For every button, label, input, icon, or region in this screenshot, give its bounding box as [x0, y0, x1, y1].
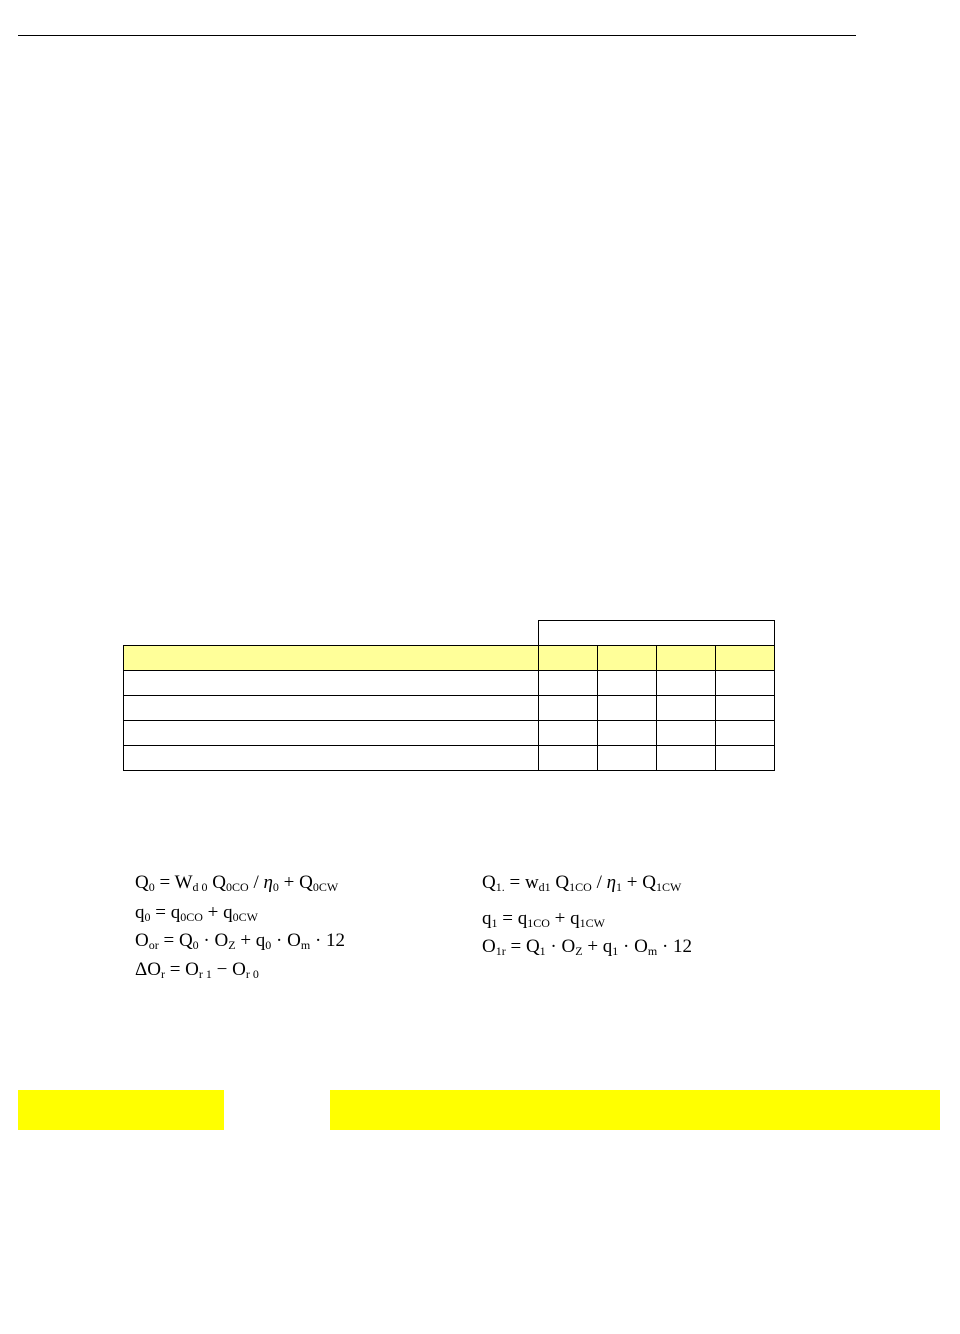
formula-delta-or: $\Delta O_r = O_{r 1} - O_{r 0}$: [135, 959, 259, 981]
work-row: [124, 721, 775, 746]
formula-q1-small: $q_1 = q_{1CO} + q_{1CW}$: [482, 908, 605, 930]
variants-table: [123, 620, 775, 771]
work-row: [124, 696, 775, 721]
scope-label: [124, 646, 539, 671]
highlight-row-variant-1: [18, 1090, 224, 1130]
formula-oor: $O_{or} = Q_0 \cdot O_Z + q_0 \cdot O_m \cdot 12$: [135, 930, 346, 952]
highlight-row-variant-1-right: [330, 1090, 940, 1130]
scope-row: [124, 646, 775, 671]
variant-number: [598, 646, 657, 671]
page-header: [18, 2, 30, 21]
formula-q0: $Q_0 = W_{d 0}$ $Q_{0CO} / \eta_0 + Q_{0CW}$: [135, 872, 339, 894]
formula-q1: $Q_{1.} = w_{d1}$ $Q_{1CO} / \eta_1 + Q_{1CW}$: [482, 872, 682, 894]
variant-number: [716, 646, 775, 671]
variant-header: [539, 621, 775, 646]
variant-number: [539, 646, 598, 671]
formula-q0-small: $q_0 = q_{0CO} + q_{0CW}$: [135, 902, 258, 924]
header-rule: [18, 35, 856, 36]
work-row: [124, 746, 775, 771]
formula-o1r: $O_{1r} = Q_1 \cdot O_Z + q_1 \cdot O_m \cdot 12$: [482, 936, 693, 958]
variant-number: [657, 646, 716, 671]
work-row: [124, 671, 775, 696]
